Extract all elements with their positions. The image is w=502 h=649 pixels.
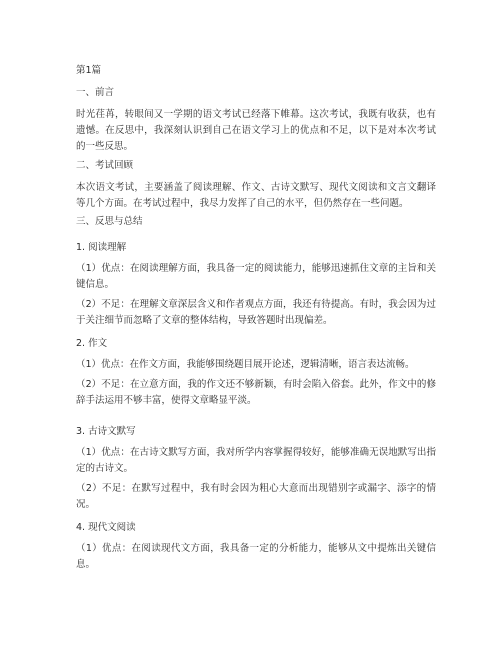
review-paragraph: 本次语文考试，主要涵盖了阅读理解、作文、古诗文默写、现代文阅读和文言文翻译等几个方面。在考试过程中，我尽力发挥了自己的水平，但仍然存在一些问题。	[76, 182, 436, 209]
section-title-reflection: 三、反思与总结	[76, 216, 143, 227]
item-reading-con: （2）不足：在理解文章深层含义和作者观点方面，我还有待提高。有时，我会因为过于关注细节而忽略了文章的整体结构，导致答题时出现偏差。	[76, 299, 436, 326]
item-poetry-pro: （1）优点：在古诗文默写方面，我对所学内容掌握得较好，能够准确无误地默写出指定的古诗文。	[76, 447, 436, 474]
item-essay-pro: （1）优点：在作文方面，我能够围绕题目展开论述，逻辑清晰，语言表达流畅。	[76, 359, 415, 370]
item-poetry-con: （2）不足：在默写过程中，我有时会因为粗心大意而出现错别字或漏字、添字的情况。	[76, 483, 436, 510]
item-essay-con: （2）不足：在立意方面，我的作文还不够新颖，有时会陷入俗套。此外，作文中的修辞手法运用不够丰富，使得文章略显平淡。	[76, 379, 436, 406]
section-title-review: 二、考试回顾	[76, 160, 134, 171]
preface-paragraph: 时光荏苒，转眼间又一学期的语文考试已经落下帷幕。这次考试，我既有收获，也有遗憾。在反思中，我深刻认识到自己在语文学习上的优点和不足，以下是对本次考试的一些反思。	[76, 109, 436, 152]
item-title-essay: 2. 作文	[76, 338, 108, 349]
document-heading: 第1篇	[76, 65, 102, 76]
item-title-reading: 1. 阅读理解	[76, 242, 127, 253]
item-reading-pro: （1）优点：在阅读理解方面，我具备一定的阅读能力，能够迅速抓住文章的主旨和关键信息。	[76, 263, 436, 290]
item-title-poetry: 3. 古诗文默写	[76, 426, 136, 437]
item-modern-reading-pro: （1）优点：在阅读现代文方面，我具备一定的分析能力，能够从文中提炼出关键信息。	[76, 543, 436, 570]
section-title-preface: 一、前言	[76, 87, 115, 98]
item-title-modern-reading: 4. 现代文阅读	[76, 522, 136, 533]
